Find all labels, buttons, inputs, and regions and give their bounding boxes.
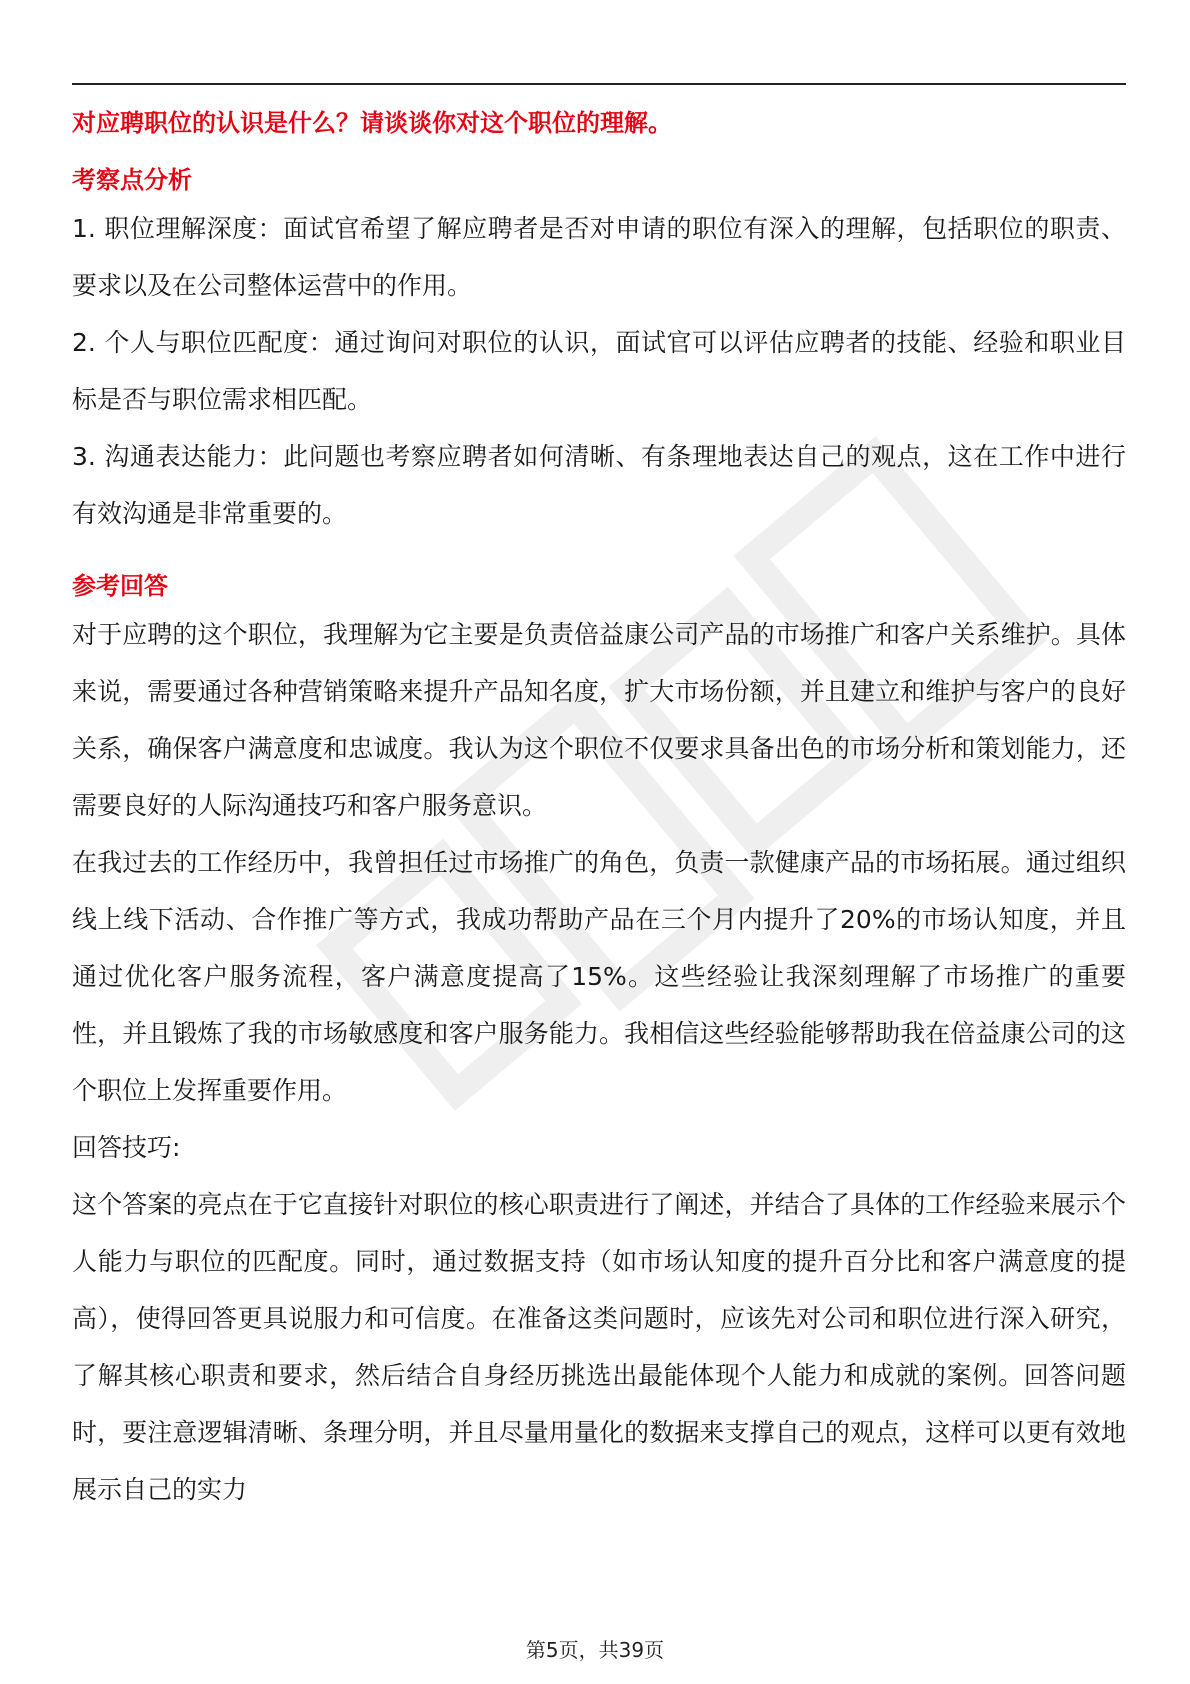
page-footer: 第5页，共39页 (525, 1638, 665, 1662)
main-content (72, 160, 1126, 1518)
tips-label: 回答技巧: (72, 1133, 181, 1162)
answer-heading: 参考回答 (72, 572, 168, 600)
analysis-point: 1. 职位理解深度：面试官希望了解应聘者是否对申请的职位有深入的理解，包括职位的职责、要求以及在公司整体运营中的作用。 (72, 214, 1126, 300)
analysis-point: 3. 沟通表达能力：此问题也考察应聘者如何清晰、有条理地表达自己的观点，这在工作中进行有效沟通是非常重要的。 (72, 442, 1126, 528)
header-rule (72, 83, 1126, 85)
question-title: 对应聘职位的认识是什么？请谈谈你对这个职位的理解。 (72, 109, 672, 137)
analysis-heading: 考察点分析 (72, 166, 192, 194)
answer-paragraph: 对于应聘的这个职位，我理解为它主要是负责倍益康公司产品的市场推广和客户关系维护。具体来说，需要通过各种营销策略来提升产品知名度，扩大市场份额，并且建立和维护与客户的良好关系，确保客户满意度和忠诚度。我认为这个职位不仅要求具备出色的市场分析和策划能力，还需要良好的人际沟通技巧和客户服务意识。 (72, 620, 1126, 820)
tips-text: 这个答案的亮点在于它直接针对职位的核心职责进行了阐述，并结合了具体的工作经验来展示个人能力与职位的匹配度。同时，通过数据支持（如市场认知度的提升百分比和客户满意度的提高），使得回答更具说服力和可信度。在准备这类问题时，应该先对公司和职位进行深入研究，了解其核心职责和要求，然后结合自身经历挑选出最能体现个人能力和成就的案例。回答问题时，要注意逻辑清晰、条理分明，并且尽量用量化的数据来支撑自己的观点，这样可以更有效地展示自己的实力 (72, 1190, 1126, 1504)
analysis-point: 2. 个人与职位匹配度：通过询问对职位的认识，面试官可以评估应聘者的技能、经验和职业目标是否与职位需求相匹配。 (72, 328, 1126, 414)
answer-paragraph: 在我过去的工作经历中，我曾担任过市场推广的角色，负责一款健康产品的市场拓展。通过组织线上线下活动、合作推广等方式，我成功帮助产品在三个月内提升了20%的市场认知度，并且通过优化客户服务流程，客户满意度提高了15%。这些经验让我深刻理解了市场推广的重要性，并且锻炼了我的市场敏感度和客户服务能力。我相信这些经验能够帮助我在倍益康公司的这个职位上发挥重要作用。 (72, 848, 1126, 1105)
